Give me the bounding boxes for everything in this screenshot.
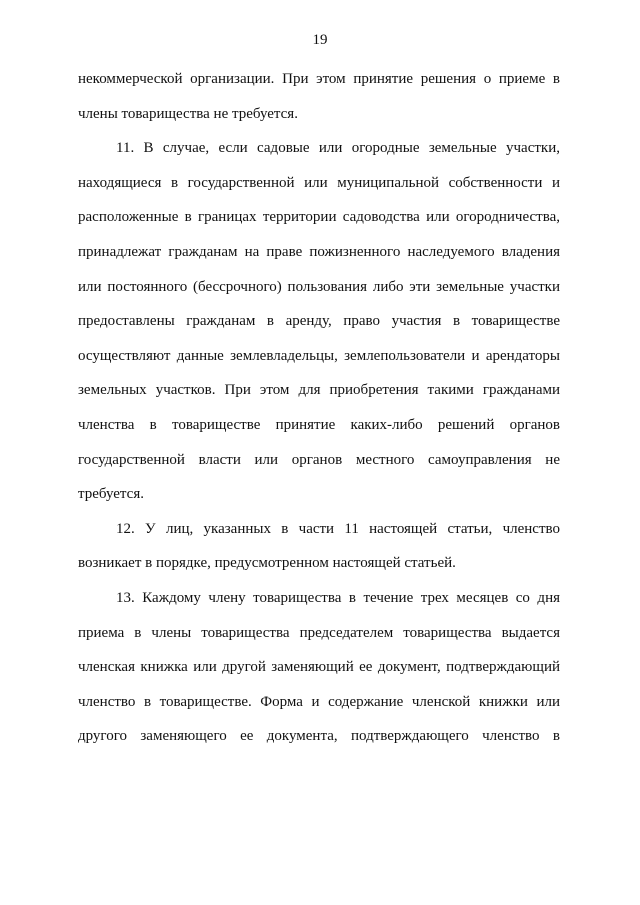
document-body — [78, 62, 560, 754]
paragraph-continuation: некоммерческой организации. При этом принятие решения о приеме в члены товарищества не требуется. — [78, 71, 560, 122]
paragraph-12: 12. У лиц, указанных в части 11 настоящей статьи, членство возникает в порядке, предусмотренном настоящей статьей. — [78, 520, 560, 572]
paragraph-11: 11. В случае, если садовые или огородные земельные участки, находящиеся в государственной или муниципальной собственности и расположенные в границах территории садоводства или огородничества, принадлежат гражданам на праве пожизненного наследуемого владения или постоянного (бессрочного) пользования либо эти земельные участки предоставлены гражданам в аренду, право участия в товариществе осуществляют данные землевладельцы, землепользователи и арендаторы земельных участков. При этом для приобретения такими гражданами членства в товариществе принятие каких-либо решений органов государственной власти или органов местного самоуправления не требуется. — [78, 140, 560, 503]
paragraph-13: 13. Каждому члену товарищества в течение трех месяцев со дня приема в члены товарищества председателем товарищества выдается членская книжка или другой заменяющий ее документ, подтверждающий членство в товариществе. Форма и содержание членской книжки или другого заменяющего ее документа, подтверждающего членство в — [78, 589, 560, 745]
page-number: 19 — [312, 32, 328, 48]
